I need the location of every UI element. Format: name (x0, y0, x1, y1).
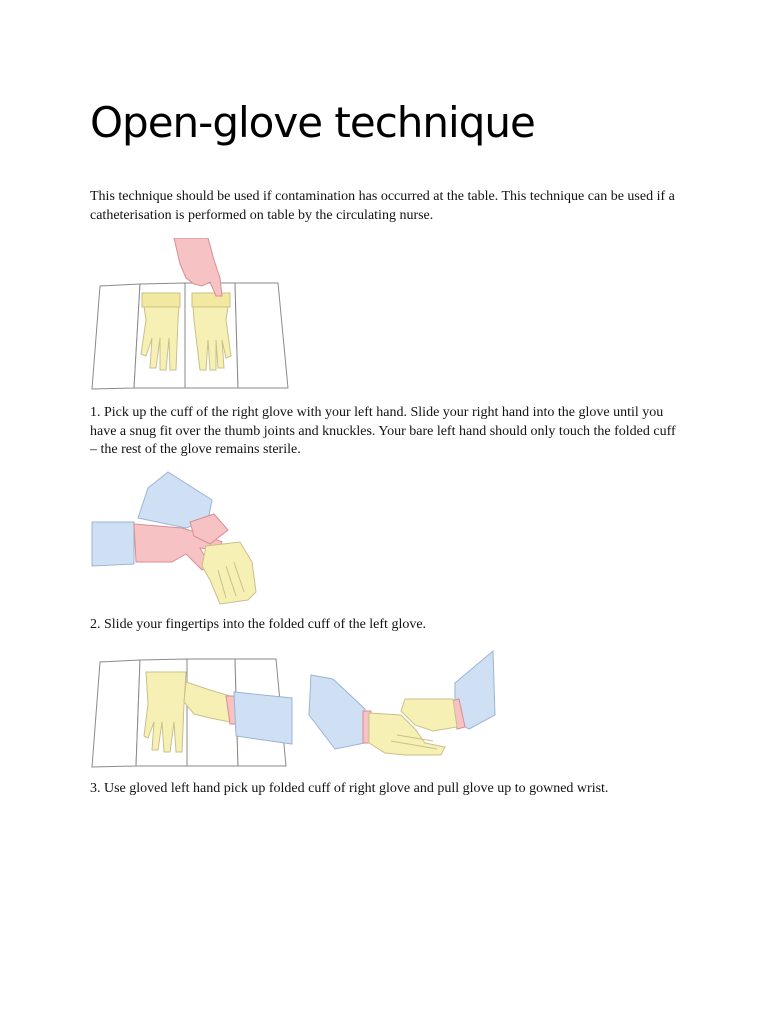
step1-paragraph: 1. Pick up the cuff of the right glove with your left hand. Slide your right hand into the glove until you have a snug fit over the thumb joints and knuckles. Your bare left hand should only touch the folded cuff – the rest of the glove remains sterile. (90, 405, 676, 457)
step1-illustration (90, 238, 290, 393)
intro-paragraph: This technique should be used if contamination has occurred at the table. This technique can be used if a catheterisation is performed on table by the circulating nurse. (90, 189, 675, 223)
step3-paragraph: 3. Use gloved left hand pick up folded cuff of right glove and pull glove up to gowned wrist. (90, 781, 609, 796)
step2-paragraph: 2. Slide your fingertips into the folded cuff of the left glove. (90, 617, 427, 632)
step3-illustration-pulling (305, 645, 497, 770)
step2-illustration (90, 470, 260, 605)
page-title: Open-glove technique (90, 98, 535, 147)
step3-illustration-wrapper (90, 652, 295, 770)
